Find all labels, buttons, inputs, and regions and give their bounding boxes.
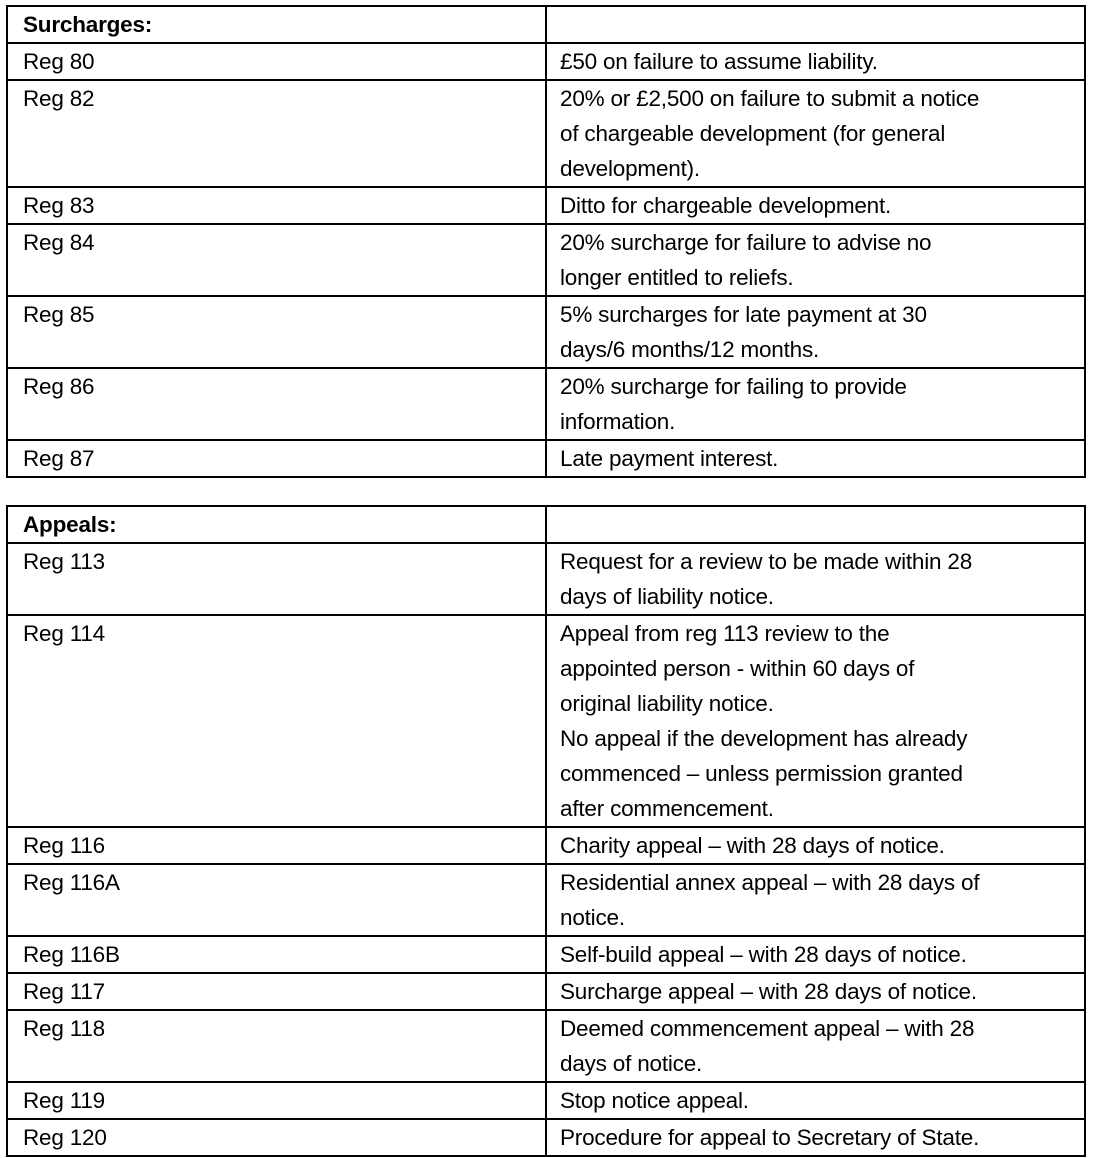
description-cell [546,440,1085,477]
regulation-cell: Reg 83 [7,187,546,224]
table-row [7,973,1085,1010]
appeals-title: Appeals: [7,506,546,543]
description-cell [546,543,1085,615]
description-cell [546,1119,1085,1156]
appeals-title-right [546,506,1085,543]
table-row [7,1082,1085,1119]
table-row [7,440,1085,477]
surcharges-body [7,6,1085,477]
description-line: £50 on failure to assume liability. [560,49,878,74]
description-cell [546,368,1085,440]
description-cell [546,827,1085,864]
description-cell [546,864,1085,936]
regulation-cell: Reg 84 [7,224,546,296]
regulation-cell: Reg 114 [7,615,546,827]
table-row [7,543,1085,615]
description-line: Deemed commencement appeal – with 28 [560,1016,975,1041]
regulation-cell: Reg 120 [7,1119,546,1156]
description-line: days/6 months/12 months. [560,337,820,362]
description-line: longer entitled to reliefs. [560,265,794,290]
regulation-cell: Reg 118 [7,1010,546,1082]
description-line: No appeal if the development has already [560,726,968,751]
regulation-cell: Reg 116B [7,936,546,973]
table-row [7,1119,1085,1156]
regulation-cell: Reg 116 [7,827,546,864]
table-row [7,827,1085,864]
table-row [7,296,1085,368]
description-line: appointed person - within 60 days of [560,656,915,681]
surcharges-title-right [546,6,1085,43]
table-row [7,936,1085,973]
description-line: development). [560,156,700,181]
table-row [7,80,1085,187]
description-line: original liability notice. [560,691,774,716]
description-line: days of notice. [560,1051,703,1076]
table-row [7,368,1085,440]
description-line: after commencement. [560,796,774,821]
description-cell [546,1082,1085,1119]
table-row [7,187,1085,224]
regulation-cell: Reg 80 [7,43,546,80]
regulation-cell: Reg 86 [7,368,546,440]
regulation-cell: Reg 113 [7,543,546,615]
table-row [7,615,1085,827]
description-line: 5% surcharges for late payment at 30 [560,302,927,327]
description-line: Late payment interest. [560,446,779,471]
description-cell [546,1010,1085,1082]
description-line: days of liability notice. [560,584,774,609]
description-line: Procedure for appeal to Secretary of State. [560,1125,980,1150]
description-line: of chargeable development (for general [560,121,946,146]
description-line: Charity appeal – with 28 days of notice. [560,833,945,858]
table-row [7,864,1085,936]
appeals-header-row [7,506,1085,543]
description-cell [546,80,1085,187]
description-cell [546,973,1085,1010]
description-line: Appeal from reg 113 review to the [560,621,890,646]
description-line: Self-build appeal – with 28 days of notice. [560,942,967,967]
regulation-cell: Reg 87 [7,440,546,477]
description-cell [546,936,1085,973]
regulation-cell: Reg 117 [7,973,546,1010]
description-cell [546,224,1085,296]
description-cell [546,615,1085,827]
regulation-cell: Reg 116A [7,864,546,936]
description-line: 20% surcharge for failure to advise no [560,230,932,255]
appeals-table [6,505,1086,1157]
table-row [7,224,1085,296]
description-line: Stop notice appeal. [560,1088,749,1113]
description-line: Request for a review to be made within 28 [560,549,973,574]
description-line: commenced – unless permission granted [560,761,963,786]
regulation-cell: Reg 85 [7,296,546,368]
description-line: Residential annex appeal – with 28 days of [560,870,980,895]
description-cell [546,187,1085,224]
description-line: 20% or £2,500 on failure to submit a notice [560,86,980,111]
description-cell [546,296,1085,368]
table-row [7,1010,1085,1082]
regulation-cell: Reg 119 [7,1082,546,1119]
regulation-cell: Reg 82 [7,80,546,187]
surcharges-table [6,5,1086,478]
description-cell [546,43,1085,80]
table-row [7,43,1085,80]
description-line: Ditto for chargeable development. [560,193,892,218]
description-line: 20% surcharge for failing to provide [560,374,907,399]
description-line: notice. [560,905,625,930]
description-line: information. [560,409,676,434]
appeals-body [7,506,1085,1156]
surcharges-header-row [7,6,1085,43]
surcharges-title: Surcharges: [7,6,546,43]
description-line: Surcharge appeal – with 28 days of notice. [560,979,977,1004]
